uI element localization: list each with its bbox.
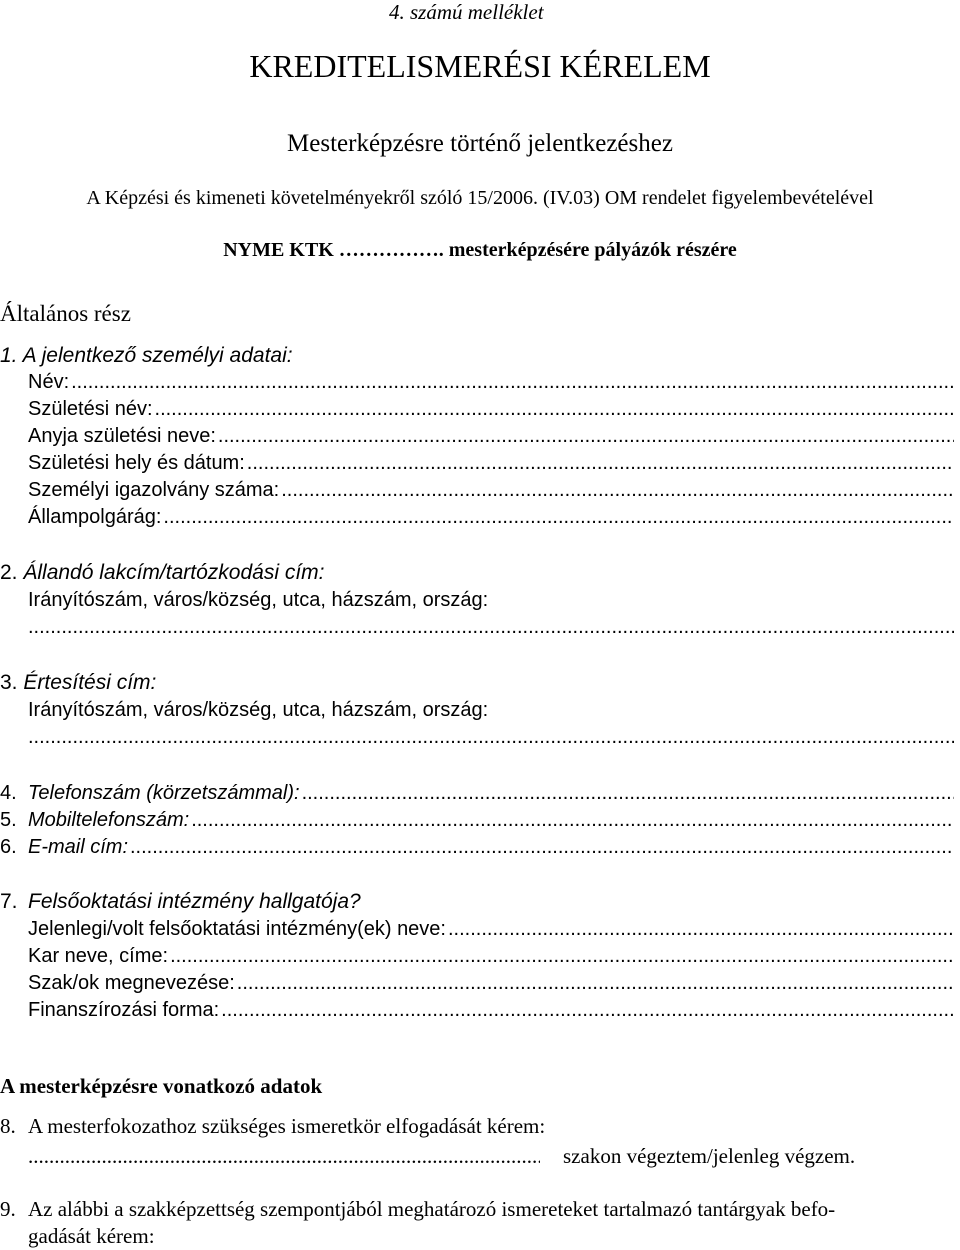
field-phone[interactable]: 4. Telefonszám (körzetszámmal): .....: [0, 780, 954, 806]
document-subtitle: Mesterképzésre történő jelentkezéshez: [287, 130, 673, 157]
field-notification-address[interactable]: [28, 724, 954, 750]
annex-label: 4. számú melléklet: [389, 0, 544, 24]
field-major[interactable]: Szak/ok megnevezése: .....: [28, 970, 954, 996]
field-institution-name[interactable]: Jelenlegi/volt felsőoktatási intézmény(ek) neve: .....: [28, 916, 954, 942]
field-faculty[interactable]: Kar neve, címe: .....: [28, 943, 954, 969]
program-line: NYME KTK ……………. mesterképzésére pályázók részére: [223, 239, 737, 261]
field-email[interactable]: 6. E-mail cím: .....: [0, 834, 954, 860]
q3-heading: 3. Értesítési cím:: [0, 671, 157, 694]
field-birth-place-date[interactable]: Születési hely és dátum: .....: [28, 450, 954, 476]
field-mobile[interactable]: 5. Mobiltelefonszám: .....: [0, 807, 954, 833]
q9-text: 9. Az alábbi a szakképzettség szempontjából meghatározó ismereteket tartalmazó tantárgyak befo- gadását kérem:: [0, 1197, 836, 1248]
regulation-reference: A Képzési és kimeneti követelményekről szóló 15/2006. (IV.03) OM rendelet figyelembevételével: [86, 187, 874, 209]
q8-heading: 8. A mesterfokozathoz szükséges ismeretkör elfogadását kérem:: [0, 1114, 546, 1138]
q1-heading: 1. A jelentkező személyi adatai:: [0, 344, 293, 367]
q7-heading: 7. Felsőoktatási intézmény hallgatója?: [0, 890, 361, 913]
q3-subheading: Irányítószám, város/község, utca, házszám, ország:: [28, 699, 489, 721]
field-citizenship[interactable]: Állampolgárág: .....: [28, 504, 954, 530]
q2-heading: 2. Állandó lakcím/tartózkodási cím:: [0, 561, 325, 584]
field-birth-name[interactable]: Születési név: .....: [28, 396, 954, 422]
field-mother-name[interactable]: Anyja születési neve: .....: [28, 423, 954, 449]
field-permanent-address[interactable]: [28, 614, 954, 640]
master-section-heading: A mesterképzésre vonatkozó adatok: [0, 1074, 323, 1098]
field-name[interactable]: Név: .....: [28, 369, 954, 395]
field-id-number[interactable]: Személyi igazolvány száma: .....: [28, 477, 954, 503]
document-title: KREDITELISMERÉSI KÉRELEM: [249, 48, 711, 84]
general-section-heading: Általános rész: [0, 301, 131, 326]
q2-subheading: Irányítószám, város/község, utca, házszám, ország:: [28, 589, 489, 611]
field-major-completed[interactable]: [28, 1143, 540, 1169]
field-financing[interactable]: Finanszírozási forma: .....: [28, 997, 954, 1023]
q8-suffix: szakon végeztem/jelenleg végzem.: [563, 1144, 856, 1168]
